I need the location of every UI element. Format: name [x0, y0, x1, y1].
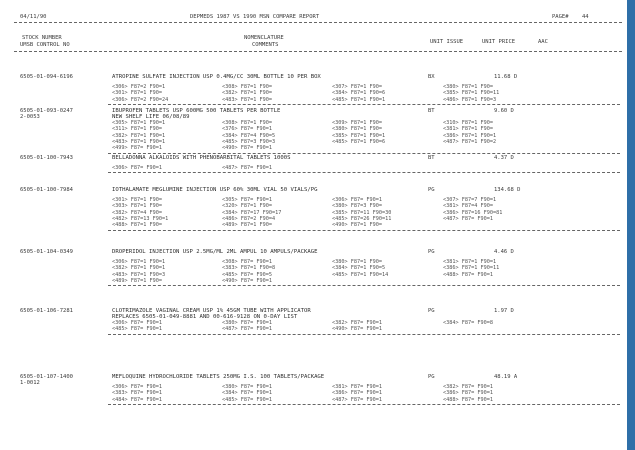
item-location-entry: <301> F87=1 F90= — [112, 197, 162, 203]
item-location-entry: <308> F87=1 F90= — [222, 120, 272, 126]
item-location-entry: <485> F87=1 F90=1 — [332, 96, 386, 103]
item-location-entry: <485> F87= F90=5 — [222, 271, 272, 278]
item-location-entry: <386> F87=1 F90=1 — [443, 132, 497, 139]
item-location-entry: <484> F87= F90=1 — [112, 396, 162, 403]
item-location-entry: <320> F87=1 F90= — [222, 203, 272, 210]
item-comment: NEW SHELF LIFE 06/08/89 — [112, 114, 190, 120]
item-unit-issue: BX — [428, 74, 435, 80]
item-stock-number: 6505-01-107-1400 — [20, 374, 73, 380]
item-stock-number: 6505-01-100-7943 — [20, 155, 73, 161]
item-separator-rule — [108, 153, 620, 154]
item-location-entry: <488> F87= F90=1 — [443, 271, 493, 278]
item-location-entry: <483> F87=1 F90=1 — [112, 138, 166, 145]
item-description: IOTHALAMATE MEGLUMINE INJECTION USP 60% 30ML VIAL 50 VIALS/PG — [112, 187, 318, 193]
item-location-entry: <306> F87=1 F90=1 — [112, 259, 166, 265]
item-location-entry: <305> F87= F90=1 — [222, 197, 272, 203]
item-location-entry: <308> F87= F90=1 — [222, 259, 272, 265]
item-location-entry: <380> F87=3 F90= — [332, 203, 382, 210]
item-location-entry: <489> F87=1 F90= — [222, 222, 272, 229]
item-location-entry: <485> F87= F90=1 — [222, 396, 272, 403]
item-description: CLOTRIMAZOLE VAGINAL CREAM USP 1% 45GM TUBE WITH APPLICATOR — [112, 308, 311, 314]
item-location-entry: <485> F87=26 F90=11 — [332, 215, 392, 222]
item-stock-number: 6505-01-094-6196 — [20, 74, 73, 80]
item-location-entry: <384> F87=17 F90=17 — [222, 209, 282, 216]
col-stock-number: STOCK NUMBER — [22, 35, 62, 41]
item-location-entry: <381> F87=1 F90=1 — [443, 259, 497, 265]
item-location-entry: <488> F87=1 F90= — [112, 222, 162, 229]
item-location-entry: <485> F87=3 F90=3 — [222, 138, 276, 145]
item-location-entry: <383> F87= F90=1 — [112, 390, 162, 397]
item-location-entry: <307> F87=7 F90=1 — [443, 197, 497, 203]
page-label: PAGE# — [552, 14, 569, 20]
item-location-entry: <380> F87= F90=1 — [222, 384, 272, 390]
item-control-number: 1-0012 — [20, 380, 40, 386]
item-location-entry: <306> F87= F90=1 — [112, 165, 162, 171]
item-location-entry: <489> F87=1 F90= — [112, 277, 162, 284]
item-location-entry: <490> F87= F90=1 — [332, 326, 382, 333]
col-unit-price: UNIT PRICE — [482, 39, 516, 45]
item-stock-number: 6505-01-100-7984 — [20, 187, 73, 193]
item-location-entry: <301> F87=1 F90= — [112, 90, 162, 97]
item-location-entry: <310> F87=1 F90= — [443, 120, 493, 126]
item-unit-issue: PG — [428, 374, 435, 380]
item-location-entry: <384> F87= F90=1 — [222, 390, 272, 397]
col-comments: COMMENTS — [252, 42, 279, 48]
item-location-entry: <384> F87=1 F90=6 — [332, 90, 386, 97]
item-location-entry: <490> F87= F90=1 — [222, 145, 272, 152]
item-control-number: 2-0053 — [20, 114, 40, 120]
item-location-entry: <386> F87= F90=1 — [443, 390, 493, 397]
item-location-entry: <382> F87= F90=1 — [332, 320, 382, 326]
item-description: BELLADONNA ALKALOIDS WITH PHENOBARBITAL TABLETS 1000S — [112, 155, 291, 161]
item-location-entry: <386> F87=1 F90=11 — [443, 265, 500, 272]
item-location-entry: <384> F87=1 F90=5 — [332, 265, 386, 272]
item-location-entry: <306> F87=2 F90=1 — [112, 84, 166, 90]
item-location-entry: <380> F87=1 F90= — [332, 126, 382, 133]
item-location-entry: <382> F87= F90=1 — [443, 384, 493, 390]
item-location-entry: <382> F87=1 F90=1 — [112, 265, 166, 272]
item-unit-price: 48.19 A — [494, 374, 518, 380]
item-unit-price: 134.68 D — [494, 187, 521, 193]
item-location-entry: <381> F87=1 F90= — [443, 126, 493, 133]
item-location-entry: <376> F87= F90=1 — [222, 126, 272, 133]
item-separator-rule — [108, 230, 620, 231]
header-rule-bottom — [14, 51, 622, 52]
item-separator-rule — [108, 404, 620, 405]
item-unit-price: 4.37 D — [494, 155, 514, 161]
item-location-entry: <485> F87=1 F90=6 — [332, 138, 386, 145]
item-location-entry: <306> F87= F90=1 — [332, 197, 382, 203]
item-location-entry: <487> F87= F90=1 — [332, 396, 382, 403]
item-location-entry: <382> F87=1 F90= — [222, 90, 272, 97]
report-date: 04/11/90 — [20, 14, 47, 20]
item-location-entry: <490> F87=1 F90= — [332, 222, 382, 229]
item-unit-issue: PG — [428, 249, 435, 255]
item-location-entry: <386> F87= F90=1 — [332, 390, 382, 397]
item-stock-number: 6505-01-093-0247 — [20, 108, 73, 114]
item-location-entry: <482> F87=13 F90=1 — [112, 215, 169, 222]
item-location-entry: <381> F87= F90=1 — [332, 384, 382, 390]
item-description: IBUPROFEN TABLETS USP 600MG 500 TABLETS PER BOTTLE — [112, 108, 281, 114]
item-unit-price: 9.60 D — [494, 108, 514, 114]
item-location-entry: <306> F87= F90=1 — [112, 384, 162, 390]
item-unit-price: 1.97 D — [494, 308, 514, 314]
item-separator-rule — [108, 104, 620, 105]
page-number: 44 — [582, 14, 589, 20]
item-separator-rule — [108, 285, 620, 286]
item-location-entry: <382> F87=4 F90= — [112, 209, 162, 216]
item-unit-price: 4.46 D — [494, 249, 514, 255]
item-location-entry: <488> F87= F90=1 — [443, 396, 493, 403]
item-location-entry: <485> F87= F90=1 — [112, 326, 162, 333]
item-location-entry: <306> F87=2 F90=24 — [112, 96, 169, 103]
col-nomenclature: NOMENCLATURE — [244, 35, 284, 41]
item-description: MEFLOQUINE HYDROCHLORIDE TABLETS 250MG I.S. 100 TABLETS/PACKAGE — [112, 374, 325, 380]
item-location-entry: <311> F87=1 F90= — [112, 126, 162, 133]
item-location-entry: <382> F87=1 F90=1 — [112, 132, 166, 139]
item-description: ATROPINE SULFATE INJECTION USP 0.4MG/CC 30ML BOTTLE 10 PER BOX — [112, 74, 321, 80]
item-location-entry: <380> F87=1 F90= — [332, 259, 382, 265]
report-title: DEPMEDS 1987 VS 1990 MSN COMPARE REPORT — [190, 14, 320, 20]
col-aac: AAC — [538, 39, 548, 45]
item-location-entry: <309> F87=1 F90= — [332, 120, 382, 126]
item-location-entry: <307> F87=1 F90= — [332, 84, 382, 90]
item-location-entry: <483> F87=1 F90=3 — [112, 271, 166, 278]
item-location-entry: <386> F87=16 F90=81 — [443, 209, 503, 216]
item-location-entry: <385> F87=1 F90=1 — [332, 132, 386, 139]
item-location-entry: <384> F87=4 F90=5 — [222, 132, 276, 139]
item-location-entry: <306> F87= F90=1 — [112, 320, 162, 326]
item-location-entry: <384> F87= F90=8 — [443, 320, 493, 326]
item-location-entry: <385> F87=11 F90=30 — [332, 209, 392, 216]
item-location-entry: <380> F87=1 F90= — [443, 84, 493, 90]
item-location-entry: <305> F87=1 F90=1 — [112, 120, 166, 126]
item-location-entry: <308> F87=1 F90= — [222, 84, 272, 90]
item-separator-rule — [108, 334, 620, 335]
col-unit-issue: UNIT ISSUE — [430, 39, 464, 45]
item-location-entry: <381> F87=4 F90= — [443, 203, 493, 210]
item-unit-issue: BT — [428, 155, 435, 161]
item-location-entry: <486> F87=1 F90=3 — [443, 96, 497, 103]
item-location-entry: <383> F87=1 F90=8 — [222, 265, 276, 272]
item-location-entry: <385> F87=1 F90=11 — [443, 90, 500, 97]
item-location-entry: <487> F87= F90=1 — [222, 326, 272, 333]
item-location-entry: <487> F87=1 F90=2 — [443, 138, 497, 145]
item-unit-price: 11.68 D — [494, 74, 518, 80]
header-rule-top — [14, 22, 622, 23]
item-location-entry: <483> F87=1 F90= — [222, 96, 272, 103]
item-location-entry: <487> F87= F90=1 — [222, 165, 272, 171]
viewer-edge-bar — [627, 0, 635, 450]
item-location-entry: <485> F87=1 F90=14 — [332, 271, 389, 278]
item-unit-issue: BT — [428, 108, 435, 114]
item-location-entry: <303> F87=1 F90= — [112, 203, 162, 210]
item-location-entry: <486> F87=2 F90=4 — [222, 215, 276, 222]
item-unit-issue: PG — [428, 308, 435, 314]
item-location-entry: <380> F87= F90=1 — [222, 320, 272, 326]
col-control-no: UMSB CONTROL NO — [20, 42, 70, 48]
item-stock-number: 6505-01-106-7281 — [20, 308, 73, 314]
item-unit-issue: PG — [428, 187, 435, 193]
item-stock-number: 6505-01-104-0349 — [20, 249, 73, 255]
item-description: DROPERIDOL INJECTION USP 2.5MG/ML 2ML AMPUL 10 AMPULS/PACKAGE — [112, 249, 318, 255]
item-separator-rule — [108, 172, 620, 173]
item-comment: REPLACES 6505-01-049-8881 AND 00-616-9128 ON 0-DAY LIST — [112, 314, 298, 320]
item-location-entry: <487> F87= F90=1 — [443, 215, 493, 222]
item-location-entry: <499> F87= F90=1 — [112, 145, 162, 152]
item-location-entry: <490> F87= F90=1 — [222, 277, 272, 284]
